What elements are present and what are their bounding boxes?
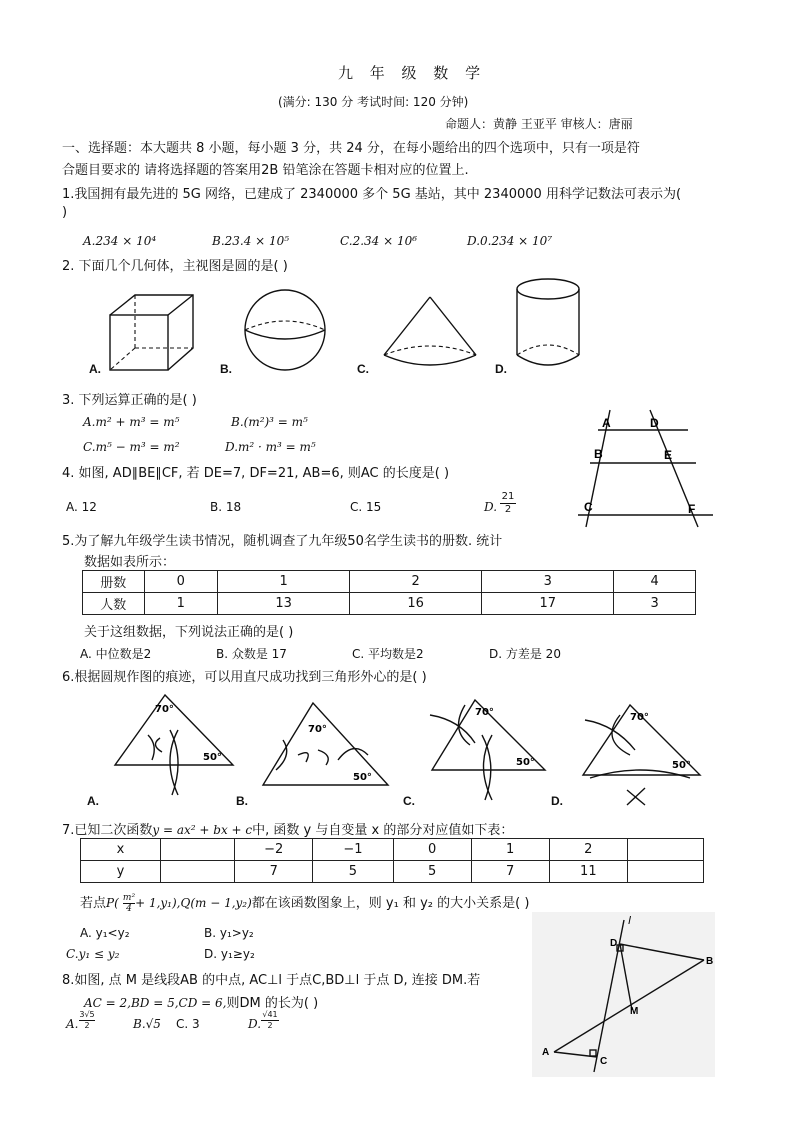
q4-label-b: B — [594, 447, 603, 461]
q7-option-d: D. y₁≥y₂ — [204, 947, 255, 961]
table-cell: −1 — [313, 839, 393, 861]
table-row — [81, 839, 704, 861]
q5-header-cell: 册数 — [83, 571, 145, 593]
table-cell: −2 — [235, 839, 313, 861]
q4-option-d — [484, 500, 497, 514]
q8-stem: 8.如图, 点 M 是线段AB 的中点, AC⊥l 于点C,BD⊥l 于点 D, 连接 DM.若 — [62, 973, 481, 988]
table-cell: 5 — [313, 861, 393, 883]
q5-option-d: D. 方差是 20 — [489, 647, 561, 661]
table-cell — [627, 861, 703, 883]
q8-opt-d-den: 2 — [267, 1021, 273, 1030]
q3-option-d: D.m² · m³ = m⁵ — [225, 440, 316, 454]
q4-option-a: A. 12 — [66, 500, 97, 514]
q4-option-d-prefix: D. — [484, 500, 498, 514]
q8-opt-d-num: √41 — [262, 1010, 278, 1019]
q8-opt-a-den: 2 — [84, 1021, 90, 1030]
q4-frac-den: 2 — [504, 504, 512, 515]
q4-parallel-lines-figure — [578, 405, 718, 530]
table-cell: 4 — [614, 571, 696, 593]
table-cell: 2 — [350, 571, 482, 593]
q8-given-post: 则DM 的长为( ) — [226, 996, 319, 1011]
q5-option-a: A. 中位数是2 — [80, 647, 152, 661]
q8-given — [84, 992, 318, 1011]
q2-stem: 2. 下面几个几何体，主视图是圆的是( ) — [62, 259, 288, 274]
q1-stem-close: ) — [62, 205, 68, 220]
q6-label-c: C. — [403, 794, 415, 808]
table-cell: x — [81, 839, 161, 861]
q7-option-a: A. y₁<y₂ — [80, 926, 130, 940]
table-cell — [161, 839, 235, 861]
page-title: 九 年 级 数 学 — [338, 64, 487, 82]
q2-label-a: A. — [89, 362, 101, 376]
q6-figure-c — [420, 695, 550, 805]
q7-stem-post: 中, 函数 y 与自变量 x 的部分对应值如下表： — [252, 823, 514, 838]
q6-figure-b — [258, 700, 393, 795]
table-cell: 11 — [549, 861, 627, 883]
q5-header-cell: 人数 — [83, 593, 145, 615]
q4-label-e: E — [664, 448, 673, 462]
q6-d-angle-top: 70° — [630, 712, 649, 723]
q5-stem: 5.为了解九年级学生读书情况，随机调查了九年级50名学生读书的册数. 统计 — [62, 534, 503, 549]
q6-d-angle-right: 50° — [672, 760, 691, 771]
q5-stem2: 数据如表所示： — [84, 555, 176, 570]
q6-a-angle-top: 70° — [155, 704, 174, 715]
q7-option-c: C.y₁ ≤ y₂ — [66, 947, 120, 961]
table-cell: 16 — [350, 593, 482, 615]
table-cell: 7 — [235, 861, 313, 883]
q2-cone-figure — [380, 295, 480, 375]
q2-label-c: C. — [357, 362, 369, 376]
q8-label-d: D — [610, 938, 618, 949]
q6-figure-d — [575, 700, 710, 810]
q6-a-angle-right: 50° — [203, 752, 222, 763]
q6-label-a: A. — [87, 794, 99, 808]
q5-option-c: C. 平均数是2 — [352, 647, 424, 661]
q4-option-d-fraction — [500, 491, 516, 516]
q1-option-b: B.23.4 × 10⁵ — [212, 234, 290, 248]
q8-option-a-fraction — [79, 1010, 95, 1031]
table-cell: 5 — [393, 861, 471, 883]
table-row — [81, 861, 704, 883]
q7-cond-pre: 若点 — [80, 896, 107, 911]
table-cell: 1 — [218, 571, 350, 593]
q4-label-a: A — [602, 416, 611, 430]
q7-option-b: B. y₁>y₂ — [204, 926, 254, 940]
table-cell: 7 — [471, 861, 549, 883]
table-cell — [627, 839, 703, 861]
q7-stem — [62, 819, 513, 838]
q4-option-b: B. 18 — [210, 500, 242, 514]
table-cell: y — [81, 861, 161, 883]
q2-sphere-figure — [240, 290, 330, 370]
q8-label-l: l — [628, 914, 632, 927]
q6-label-d: D. — [551, 794, 563, 808]
exam-authors: 命题人：黄静 王亚平 审核人：唐丽 — [445, 117, 633, 131]
q8-opt-a-num: 3√5 — [79, 1010, 95, 1019]
q7-stem-equation: y = ax² + bx + c — [152, 823, 253, 837]
q6-c-angle-top: 70° — [475, 707, 494, 718]
q4-label-d: D — [650, 416, 659, 430]
q7-cond-p: P( — [106, 896, 119, 910]
table-cell: 1 — [144, 593, 218, 615]
q7-cond-p-tail: + 1,y₁),Q(m − 1,y₂) — [135, 896, 252, 910]
q5-question: 关于这组数据，下列说法正确的是( ) — [84, 625, 294, 640]
table-cell: 17 — [482, 593, 614, 615]
table-cell: 2 — [549, 839, 627, 861]
q8-label-b: B — [706, 956, 714, 967]
q7-cond-frac-den: 4 — [126, 904, 132, 914]
q6-label-b: B. — [236, 794, 248, 808]
section-instruction-line1: 一、选择题：本大题共 8 小题，每小题 3 分，共 24 分，在每小题给出的四个选项中，只有一项是符 — [62, 141, 640, 156]
q8-given-values: AC = 2,BD = 5,CD = 6, — [84, 996, 227, 1010]
q8-label-m: M — [630, 1006, 639, 1017]
q6-b-angle-right: 50° — [353, 772, 372, 783]
q3-option-a: A.m² + m³ = m⁵ — [83, 415, 180, 429]
q2-cylinder-figure — [515, 277, 585, 372]
q3-option-c: C.m⁵ − m³ = m² — [83, 440, 180, 454]
q7-stem-pre: 7.已知二次函数 — [62, 823, 153, 838]
q7-condition — [80, 892, 529, 914]
table-row — [83, 571, 696, 593]
q8-option-c: C. 3 — [176, 1017, 200, 1031]
table-cell: 1 — [471, 839, 549, 861]
q1-option-c: C.2.34 × 10⁶ — [340, 234, 418, 248]
table-cell — [161, 861, 235, 883]
table-row — [83, 593, 696, 615]
q4-option-c: C. 15 — [350, 500, 382, 514]
q6-c-angle-right: 50° — [516, 757, 535, 768]
q8-label-c: C — [600, 1056, 608, 1067]
q7-cond-post: 都在该函数图象上，则 y₁ 和 y₂ 的大小关系是( ) — [251, 896, 530, 911]
q8-option-a-prefix: A. — [66, 1017, 79, 1031]
q6-figure-a — [110, 690, 240, 800]
table-cell: 3 — [614, 593, 696, 615]
table-cell: 13 — [218, 593, 350, 615]
q6-stem: 6.根据圆规作图的痕迹，可以用直尺成功找到三角形外心的是( ) — [62, 670, 427, 685]
q8-geometry-figure — [532, 912, 715, 1077]
q4-frac-num: 21 — [501, 491, 515, 502]
table-cell: 0 — [393, 839, 471, 861]
exam-meta: (满分: 130 分 考试时间: 120 分钟) — [278, 95, 469, 109]
q2-cube-figure — [100, 285, 200, 375]
q1-stem: 1.我国拥有最先进的 5G 网络，已建成了 2340000 多个 5G 基站，其中 2340000 用科学记数法可表示为( — [62, 187, 682, 202]
q4-stem: 4. 如图, AD∥BE∥CF, 若 DE=7, DF=21, AB=6, 则AC 的长度是( ) — [62, 466, 450, 481]
q8-option-d-fraction — [261, 1010, 279, 1031]
q4-label-c: C — [584, 500, 593, 514]
q3-stem: 3. 下列运算正确的是( ) — [62, 393, 197, 408]
section-instruction-line2: 合题目要求的 请将选择题的答案用2B 铅笔涂在答题卡相对应的位置上. — [62, 163, 469, 178]
q4-label-f: F — [688, 502, 696, 516]
q8-label-a: A — [542, 1047, 550, 1058]
q6-b-angle-top: 70° — [308, 724, 327, 735]
q7-cond-fraction — [123, 893, 135, 914]
q1-option-a: A.234 × 10⁴ — [83, 234, 157, 248]
q2-label-b: B. — [220, 362, 232, 376]
table-cell: 3 — [482, 571, 614, 593]
q2-label-d: D. — [495, 362, 507, 376]
q7-data-table — [80, 838, 704, 883]
q5-option-b: B. 众数是 17 — [216, 647, 287, 661]
q3-option-b: B.(m²)³ = m⁵ — [231, 415, 308, 429]
q7-cond-frac-num: m² — [122, 893, 136, 903]
q5-data-table — [82, 570, 696, 615]
q1-option-d: D.0.234 × 10⁷ — [467, 234, 553, 248]
table-cell: 0 — [144, 571, 218, 593]
q8-option-b: B.√5 — [133, 1017, 161, 1031]
q8-option-d-prefix: D. — [248, 1017, 262, 1031]
